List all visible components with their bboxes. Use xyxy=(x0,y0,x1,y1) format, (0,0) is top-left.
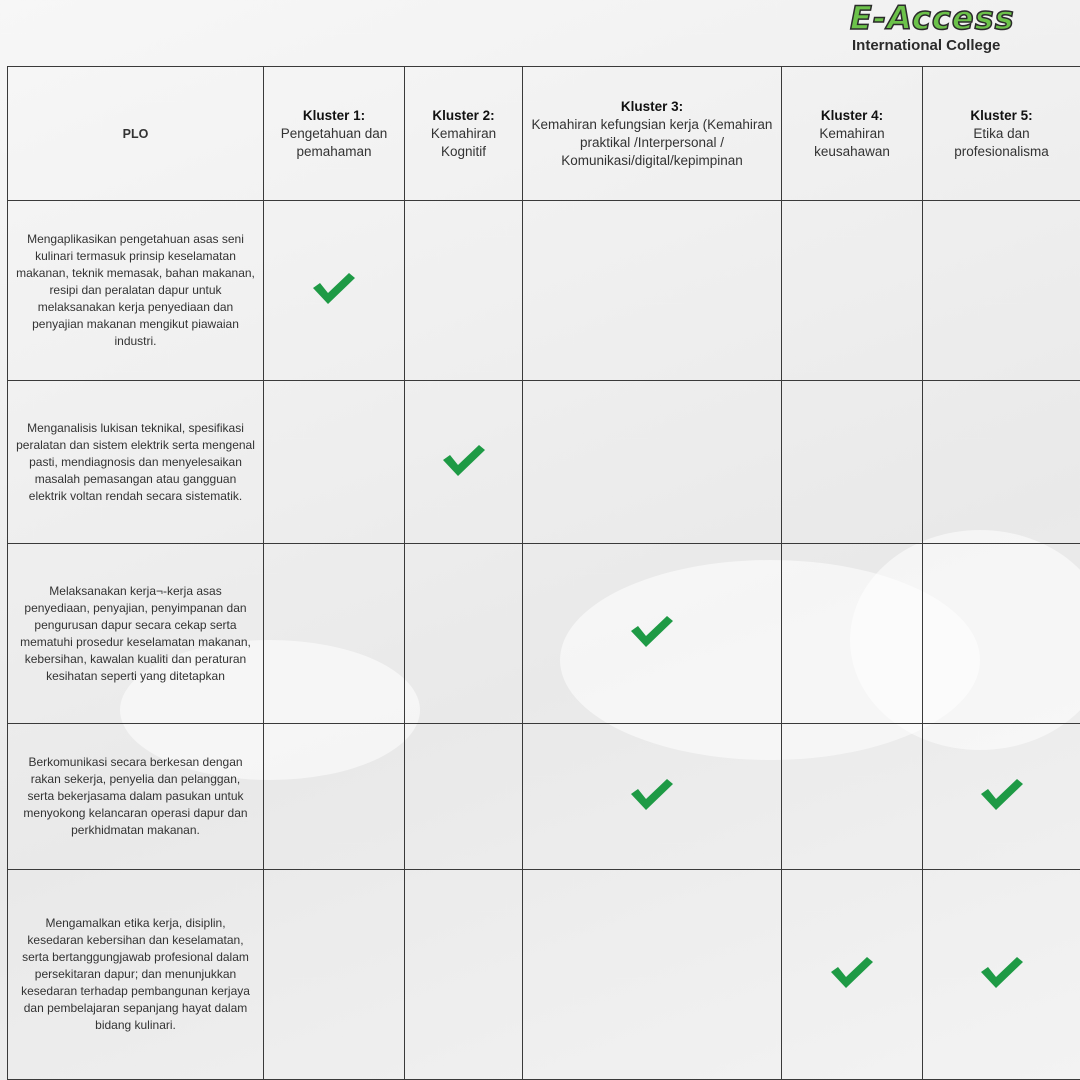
check-cell xyxy=(264,381,405,544)
logo-wordmark: E-Access xyxy=(850,0,1015,37)
plo-mapping-table xyxy=(7,66,1080,1080)
check-cell xyxy=(523,381,782,544)
check-icon xyxy=(629,776,675,812)
header-kluster-1-subtitle: Pengetahuan dan pemahaman xyxy=(280,125,388,159)
header-kluster-3-title: Kluster 3: xyxy=(620,98,684,114)
check-cell xyxy=(523,870,782,1080)
check-cell xyxy=(923,724,1080,870)
plo-description: Mengamalkan etika kerja, disiplin, kesedaran kebersihan dan keselamatan, serta bertanggungjawab profesional dalam persekitaran dapur; dan menunjukkan kesedaran terhadap pembangunan kerjaya dan pembelajaran sepanjang hayat dalam bidang kulinari. xyxy=(8,870,264,1080)
brand-logo xyxy=(850,0,1025,60)
check-cell xyxy=(782,201,923,381)
check-cell xyxy=(782,724,923,870)
check-icon xyxy=(979,954,1025,990)
plo-description: Menganalisis lukisan teknikal, spesifikasi peralatan dan sistem elektrik serta mengenal pasti, mendiagnosis dan menyelesaikan masalah pemasangan atau gangguan elektrik voltan rendah secara sistematik. xyxy=(8,381,264,544)
table-row xyxy=(8,870,1080,1080)
logo-subtitle: International College xyxy=(852,37,1001,54)
table-header-row xyxy=(8,67,1080,201)
header-kluster-2 xyxy=(405,67,523,201)
check-cell xyxy=(405,201,523,381)
header-kluster-2-subtitle: Kemahiran Kognitif xyxy=(430,125,497,159)
table-row xyxy=(8,201,1080,381)
check-cell xyxy=(264,201,405,381)
plo-description: Mengaplikasikan pengetahuan asas seni kulinari termasuk prinsip keselamatan makanan, teknik memasak, bahan makanan, resipi dan peralatan dapur untuk melaksanakan kerja penyediaan dan penyajian makanan mengikut piawaian industri. xyxy=(8,201,264,381)
header-kluster-2-title: Kluster 2: xyxy=(432,107,495,123)
check-icon xyxy=(441,442,487,478)
check-icon xyxy=(829,954,875,990)
header-kluster-3-subtitle: Kemahiran kefungsian kerja (Kemahiran praktikal /Interpersonal / Komunikasi/digital/kepimpinan xyxy=(531,116,773,168)
check-cell xyxy=(782,544,923,724)
check-icon xyxy=(629,613,675,649)
check-cell xyxy=(405,544,523,724)
header-kluster-4-subtitle: Kemahiran keusahawan xyxy=(814,125,890,159)
check-cell xyxy=(523,724,782,870)
check-cell xyxy=(523,201,782,381)
check-cell xyxy=(782,870,923,1080)
table-row xyxy=(8,381,1080,544)
check-icon xyxy=(979,776,1025,812)
table-row xyxy=(8,544,1080,724)
check-cell xyxy=(923,544,1080,724)
header-kluster-5-subtitle: Etika dan profesionalisma xyxy=(954,125,1049,159)
header-kluster-4 xyxy=(782,67,923,201)
header-kluster-5-title: Kluster 5: xyxy=(970,107,1033,123)
header-kluster-4-title: Kluster 4: xyxy=(820,107,884,123)
header-plo: PLO xyxy=(8,67,264,201)
check-cell xyxy=(923,381,1080,544)
check-cell xyxy=(923,870,1080,1080)
header-kluster-1 xyxy=(264,67,405,201)
header-kluster-5 xyxy=(923,67,1080,201)
check-cell xyxy=(405,381,523,544)
check-icon xyxy=(311,270,357,306)
header-kluster-3 xyxy=(523,67,782,201)
check-cell xyxy=(405,724,523,870)
check-cell xyxy=(264,724,405,870)
check-cell xyxy=(523,544,782,724)
header-kluster-1-title: Kluster 1: xyxy=(302,107,366,123)
check-cell xyxy=(923,201,1080,381)
plo-description: Berkomunikasi secara berkesan dengan rakan sekerja, penyelia dan pelanggan, serta bekerjasama dalam pasukan untuk menyokong kelancaran operasi dapur dan perkhidmatan makanan. xyxy=(8,724,264,870)
check-cell xyxy=(782,381,923,544)
check-cell xyxy=(264,544,405,724)
table-row xyxy=(8,724,1080,870)
plo-description: Melaksanakan kerja¬-kerja asas penyediaan, penyajian, penyimpanan dan pengurusan dapur secara cekap serta mematuhi prosedur keselamatan makanan, kebersihan, kawalan kualiti dan peraturan kesihatan seperti yang ditetapkan xyxy=(8,544,264,724)
check-cell xyxy=(264,870,405,1080)
check-cell xyxy=(405,870,523,1080)
